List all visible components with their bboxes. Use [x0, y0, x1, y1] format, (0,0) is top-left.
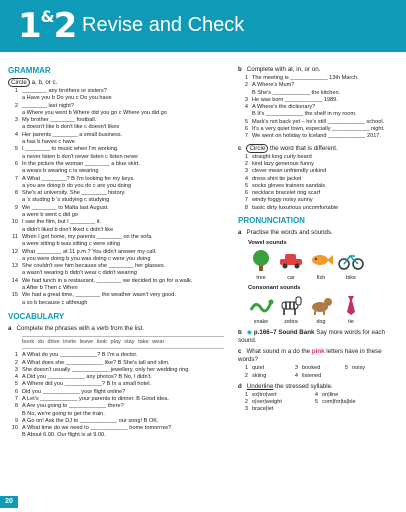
odd-one-instruction: c Circle the word that is different.: [238, 144, 338, 152]
item-number: 4: [294, 372, 298, 379]
exercise-item: [238, 97, 400, 104]
grammar-list: [8, 88, 224, 307]
exercise-item: [238, 183, 400, 190]
item-number: 2: [14, 102, 18, 109]
pronunciation-heading: PRONUNCIATION: [238, 216, 305, 226]
unit-number: 1&2: [18, 6, 77, 46]
answer-options: a Have you b Do you c Do you have: [22, 95, 112, 102]
question-text: I ________ to music when I'm working.: [22, 146, 119, 153]
item-number: 1: [244, 75, 248, 81]
item-text: windy foggy noisy sunny: [252, 197, 313, 204]
grammar-question: [8, 205, 224, 212]
item-text: A What time do we need to ____________ home tomorrow?: [22, 425, 172, 432]
exercise-item: [238, 75, 400, 82]
item-text: A Where's the dictionary?: [252, 104, 316, 111]
question-text: She's at university. She ________ history.: [22, 190, 126, 197]
sound-tree: tree: [248, 249, 274, 281]
item-text: She doesn't usually ____________ jewellery, only her wedding ring.: [22, 366, 190, 373]
grammar-question: [8, 190, 224, 197]
page-number: 20: [0, 496, 18, 508]
item-number: 4: [314, 391, 318, 398]
pronunciation-d-list: [238, 392, 400, 414]
grammar-question: [8, 146, 224, 153]
question-text: When I got home, my parents ________ on the sofa.: [22, 233, 153, 240]
question-text: We had lunch in a restaurant, ________ we decided to go for a walk.: [22, 277, 193, 284]
item-number: 4: [14, 374, 18, 381]
item-number: 4: [244, 175, 248, 182]
prepositions-instruction: b Complete with at, in, or on.: [238, 66, 321, 73]
exercise-item: [238, 176, 400, 183]
sound-car: car: [278, 249, 304, 281]
question-text: My brother ________ football.: [22, 117, 97, 124]
item-number: 2: [244, 82, 248, 89]
item-number: 7: [244, 133, 248, 140]
item-number: 14: [11, 277, 18, 284]
item-number: 9: [14, 204, 18, 211]
item-text: A Let's ____________ your parents to dinner. B Good idea.: [22, 395, 169, 402]
grammar-question: [8, 234, 224, 241]
sound-fish: fish: [308, 249, 334, 281]
right-column: [238, 66, 400, 414]
exercise-item: [238, 126, 400, 133]
item-number: 3: [14, 366, 18, 373]
question-text: ________ last night?: [22, 102, 74, 109]
exercise-item: [238, 90, 400, 97]
sound-zebra: zebra: [278, 294, 304, 326]
item-number: 6: [14, 388, 18, 395]
item-text: clever mean unfriendly unkind: [252, 168, 327, 175]
dog-icon: [308, 294, 334, 316]
item-text: A What does she ____________ like? B She's tall and slim.: [22, 359, 170, 366]
pronunciation-c-instruction: c What sound in a do the pink letters have in these words?: [238, 348, 382, 364]
item-number: 3: [244, 406, 248, 413]
pronunciation-word: [288, 365, 338, 372]
word-text: skiing: [252, 372, 267, 379]
item-text: B About 6.00. Our flight is at 9.00.: [22, 432, 106, 439]
item-text: Mark's not back yet – he's still ____________ school.: [252, 118, 385, 125]
item-number: 1: [244, 391, 248, 398]
prepositions-list: [238, 75, 400, 141]
pronunciation-word: [238, 392, 308, 399]
item-text: A Did you ____________ any photos? B No, I didn't.: [22, 374, 152, 381]
answer-options: a were sitting b was sitting c were siting: [22, 241, 120, 248]
item-number: 7: [14, 395, 18, 402]
word-text: quiet: [252, 365, 265, 372]
vowel-pictures: [248, 249, 400, 281]
answer-options: a were b went c did go: [22, 212, 78, 219]
grammar-question: [8, 161, 224, 168]
exercise-item: [238, 133, 400, 140]
item-text: kind lazy generous funny: [252, 160, 314, 167]
question-text: In the picture the woman ________ a blue skirt.: [22, 160, 140, 167]
pronunciation-word: [238, 365, 288, 372]
item-number: 6: [244, 190, 248, 197]
item-number: [238, 111, 248, 118]
grammar-question: [8, 103, 224, 110]
sound-bike: bike: [338, 249, 364, 281]
consonant-sounds-title: Consonant sounds: [248, 284, 301, 291]
item-number: 1: [244, 153, 248, 160]
question-text: ________ any brothers or sisters?: [22, 88, 107, 94]
item-number: [338, 373, 348, 380]
question-text: I saw the film, but I ________ it.: [22, 219, 101, 226]
zebra-icon: [278, 294, 304, 316]
exercise-item: [238, 104, 400, 111]
item-number: 8: [14, 190, 18, 197]
question-text: Her parents ________ a small business.: [22, 131, 123, 138]
exercise-item: [238, 168, 400, 175]
item-number: 5: [314, 399, 318, 406]
answer-options: a so b because c although: [22, 299, 88, 306]
sound-snake: snake: [248, 294, 274, 326]
word-text: ex|tro|vert: [252, 391, 277, 398]
exercise-item: [238, 161, 400, 168]
item-number: [308, 406, 318, 413]
answer-options: a you are doing b do you do c are you doing: [22, 182, 132, 189]
headphones-icon: ◉: [246, 329, 253, 337]
item-text: It's a very quiet town, especially ____________ night.: [252, 126, 385, 133]
page-title: Revise and Check: [82, 14, 245, 36]
pronunciation-word: [308, 406, 378, 413]
exercise-item: [8, 360, 224, 367]
bike-icon: [338, 249, 364, 271]
grammar-question: [8, 263, 224, 270]
pronunciation-a-instruction: a Practise the words and sounds.: [238, 229, 333, 237]
header-banner: [0, 0, 406, 52]
item-text: B It's ____________ the shelf in my room.: [252, 111, 357, 118]
answer-options: a After b Then c When: [22, 285, 78, 292]
odd-one-list: [238, 154, 400, 212]
pronunciation-word: [238, 373, 288, 380]
item-number: 4: [244, 104, 248, 111]
item-number: 8: [244, 204, 248, 211]
item-number: 1: [244, 365, 248, 372]
item-text: straight long curly beard: [252, 153, 312, 160]
item-number: 1: [14, 352, 18, 359]
item-text: The meeting is ____________ 13th March.: [252, 75, 359, 81]
grammar-question: [8, 292, 224, 299]
item-number: [238, 90, 248, 97]
item-number: 5: [14, 381, 18, 388]
consonant-pictures: [248, 294, 400, 326]
item-text: We went on holiday to Iceland ____________ 2017.: [252, 133, 381, 140]
item-number: 2: [244, 160, 248, 167]
pronunciation-word: [288, 373, 338, 380]
item-text: A Where's Mum?: [252, 82, 295, 89]
exercise-item: [238, 111, 400, 118]
exercise-item: [8, 374, 224, 381]
item-text: basic dirty luxurious uncomfortable: [252, 204, 339, 211]
item-text: A Are you going to ____________ there?: [22, 403, 124, 410]
item-number: 8: [14, 403, 18, 410]
answer-options: a doesn't like b don't like c doesn't likes: [22, 124, 120, 131]
word-text: com|for|ta|ble: [322, 399, 356, 406]
grammar-question: [8, 278, 224, 285]
item-number: 10: [11, 425, 18, 432]
exercise-item: [8, 352, 224, 359]
question-text: What ________ at 11 p.m.? You didn't answer my call.: [22, 248, 157, 255]
question-text: We had a great time, ________ the weather wasn't very good.: [22, 292, 176, 299]
item-text: B No, we're going to get the train.: [22, 410, 105, 417]
item-text: Did you ____________ your flight online?: [22, 388, 126, 395]
exercise-item: [238, 197, 400, 204]
exercise-item: [8, 425, 224, 432]
item-text: A Go on! Ask the DJ to ____________ our song! B OK.: [22, 417, 159, 424]
answer-options: a never listen b don't never listen c listen never: [22, 153, 139, 160]
item-number: 1: [14, 88, 18, 94]
vowel-sounds-title: Vowel sounds: [248, 240, 287, 247]
vocabulary-list: [8, 352, 224, 440]
item-number: 10: [11, 219, 18, 226]
exercise-item: [238, 119, 400, 126]
answer-options: a wears b wearing c is wearing: [22, 168, 99, 175]
grammar-question: [8, 176, 224, 183]
item-text: He was born ____________ 1989.: [252, 96, 338, 103]
item-number: 2: [244, 399, 248, 406]
word-text: noisy: [352, 365, 366, 372]
item-number: 11: [12, 233, 18, 240]
item-number: 2: [244, 372, 248, 379]
question-text: She couldn't see him because she ________ her glasses.: [22, 263, 166, 270]
question-text: We ________ to Malta last August.: [22, 204, 109, 211]
item-text: dress shirt tie jacket: [252, 175, 302, 182]
exercise-item: [8, 381, 224, 388]
item-number: 5: [244, 182, 248, 189]
vocabulary-heading: VOCABULARY: [8, 311, 65, 321]
item-number: 7: [244, 197, 248, 204]
word-text: booked: [302, 365, 321, 372]
word-text: brace|let: [252, 406, 274, 413]
answer-options: a you were doing b you was doing c were you doing: [22, 255, 151, 262]
pronunciation-word: [308, 399, 378, 406]
tree-icon: [248, 249, 274, 271]
word-text: o|ver|weight: [252, 399, 282, 406]
grammar-question: [8, 117, 224, 124]
grammar-question: [8, 249, 224, 256]
item-number: 15: [11, 292, 18, 299]
grammar-instruction: Circle a, b, or c.: [8, 79, 224, 87]
grammar-heading: GRAMMAR: [8, 66, 51, 75]
item-number: [8, 432, 18, 439]
exercise-item: [8, 367, 224, 374]
question-text: A What ________? B I'm looking for my keys.: [22, 175, 135, 182]
car-icon: [278, 249, 304, 271]
answer-options: a Where you went b Where did you go c Where you did go: [22, 109, 167, 116]
item-number: 13: [11, 263, 18, 270]
exercise-item: [8, 396, 224, 403]
item-number: 12: [11, 248, 18, 255]
grammar-question: [8, 88, 224, 95]
sound-tie: tie: [338, 294, 364, 326]
item-number: 2: [14, 359, 18, 366]
item-number: 3: [244, 168, 248, 175]
pronunciation-word: [308, 392, 378, 399]
exercise-item: [238, 205, 400, 212]
item-number: 5: [344, 365, 348, 372]
exercise-item: [238, 82, 400, 89]
sound-dog: dog: [308, 294, 334, 326]
exercise-item: [238, 154, 400, 161]
word-list: book do drive invite leave look play stay take wear: [22, 336, 224, 349]
item-text: socks gloves trainers sandals: [252, 182, 326, 189]
exercise-item: [8, 403, 224, 410]
answer-options: a wasn't wearing b didn't wear c didn't wearing: [22, 270, 137, 277]
pronunciation-word: [338, 365, 378, 372]
answer-options: a has b haves c have: [22, 139, 75, 146]
grammar-question: [8, 219, 224, 226]
item-number: 3: [244, 96, 248, 103]
exercise-item: [238, 190, 400, 197]
word-text: listened: [302, 372, 322, 379]
pronunciation-c-list: [238, 365, 400, 380]
snake-icon: [248, 294, 274, 316]
item-number: 5: [244, 118, 248, 125]
item-text: necklace bracelet ring scarf: [252, 190, 321, 197]
pronunciation-d-instruction: d Underline the stressed syllable.: [238, 382, 333, 390]
item-number: 6: [244, 126, 248, 133]
item-text: A Where did you ____________? B In a small hotel.: [22, 381, 152, 388]
item-number: 7: [14, 175, 18, 182]
item-number: 9: [14, 417, 18, 424]
item-number: 4: [14, 131, 18, 138]
item-number: 6: [14, 160, 18, 167]
pronunciation-word: [238, 406, 308, 413]
item-number: 3: [14, 117, 18, 124]
exercise-item: [8, 418, 224, 425]
exercise-item: [8, 411, 224, 418]
exercise-item: [8, 432, 224, 439]
fish-icon: [308, 249, 334, 271]
tie-icon: [338, 294, 364, 316]
vocabulary-instruction: a Complete the phrases with a verb from the list.: [8, 324, 145, 332]
item-number: 3: [294, 365, 298, 372]
item-text: B She's ____________ the kitchen.: [252, 89, 341, 96]
left-column: [8, 66, 224, 440]
word-text: on|line: [322, 391, 339, 398]
pronunciation-b-instruction: b ◉ p.166–7 Sound Bank Say more words for each sound.: [238, 329, 385, 345]
item-number: [8, 411, 18, 418]
pronunciation-word: [338, 373, 378, 380]
item-text: A What do you ____________? B I'm a doctor.: [22, 352, 138, 359]
exercise-item: [8, 389, 224, 396]
pronunciation-word: [238, 399, 308, 406]
grammar-question: [8, 132, 224, 139]
answer-options: a didn't liked b don't liked c didn't like: [22, 226, 114, 233]
answer-options: a 's studing b 's studying c studying: [22, 197, 110, 204]
item-number: 5: [14, 146, 18, 153]
